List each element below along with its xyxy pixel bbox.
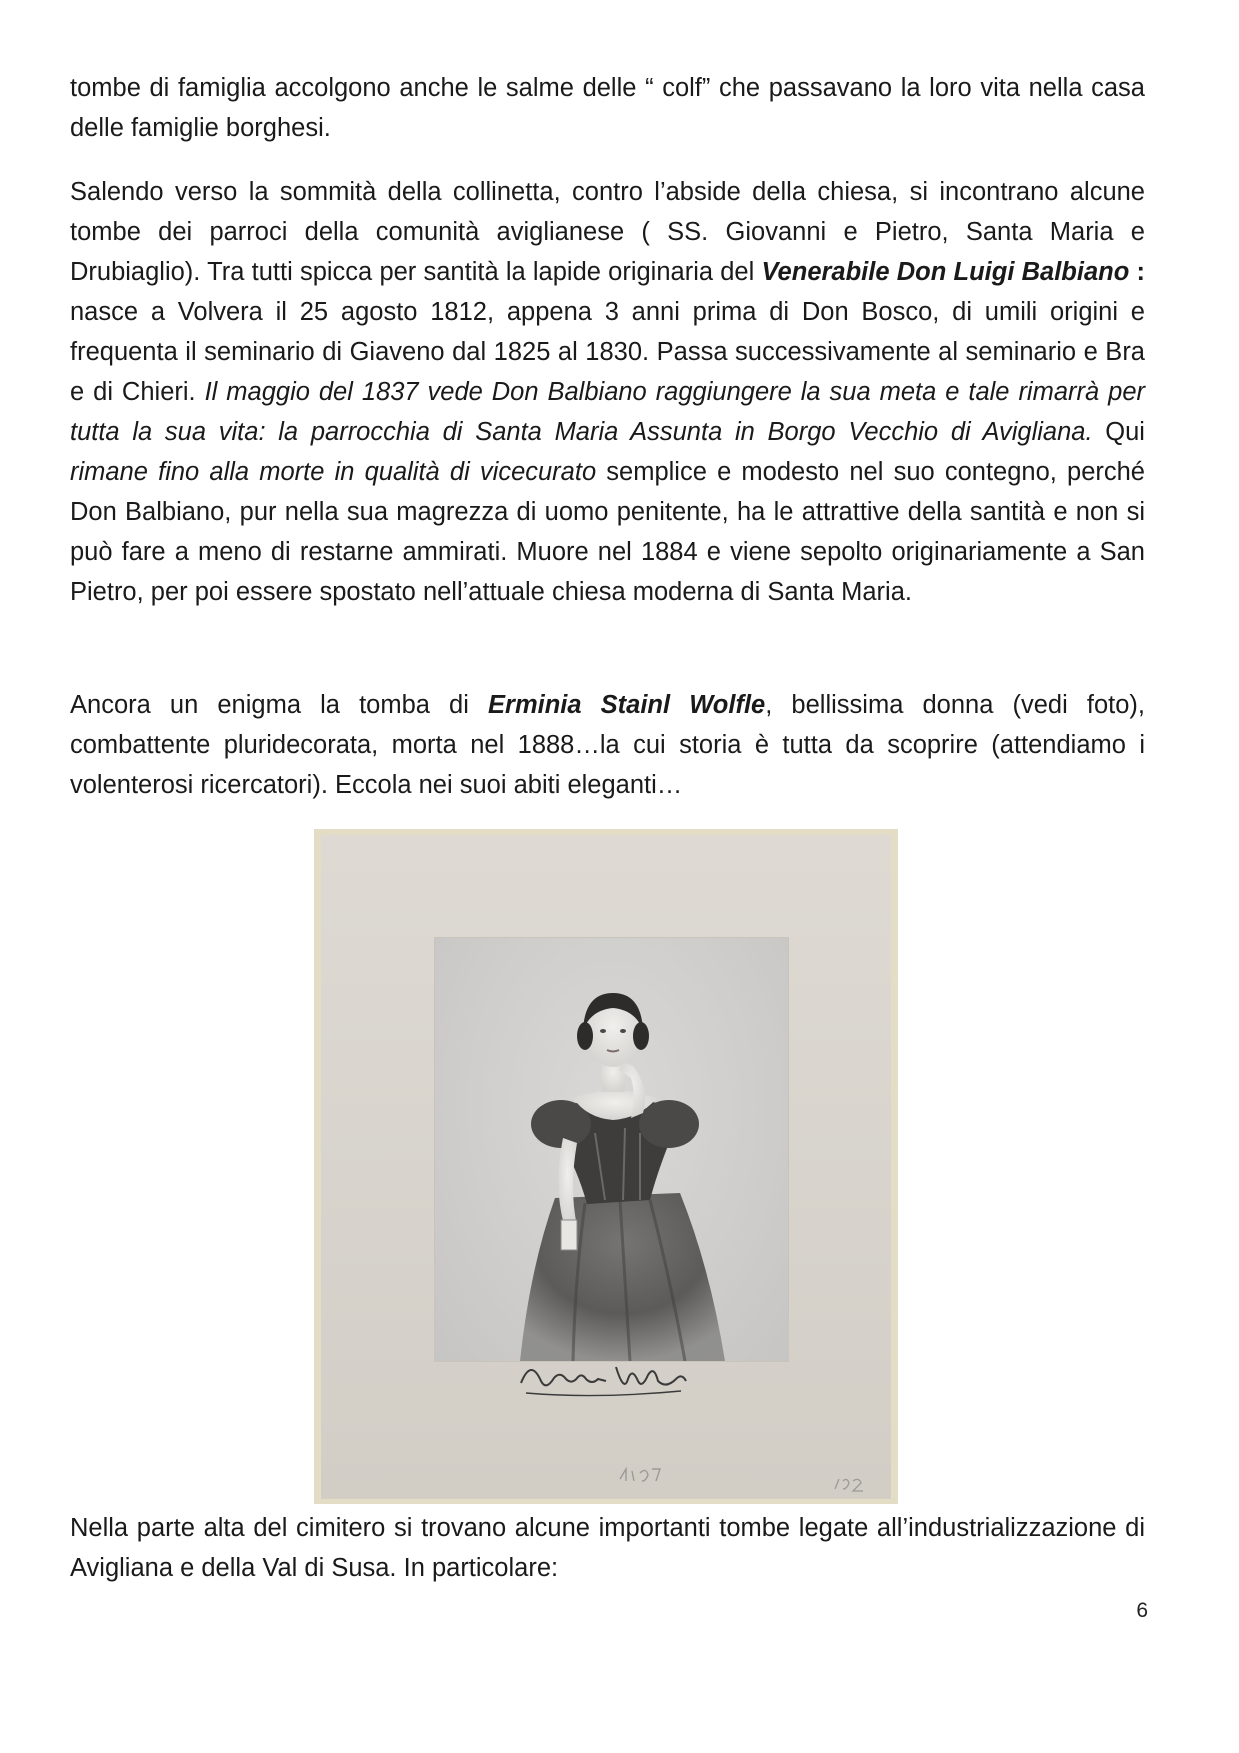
name-venerabile-don-luigi-balbiano: Venerabile Don Luigi Balbiano (761, 258, 1130, 286)
paragraph-text: Qui (1092, 418, 1145, 446)
italic-quote-maggio-1837: Il maggio del 1837 vede Don Balbiano raggiungere la sua meta e tale rimarrà per tutta la sua vita: la parrocchia di Santa Maria Assunta in Borgo Vecchio di Avigliana. (70, 378, 1145, 446)
handwritten-signature (516, 1353, 691, 1399)
portrait-photo (314, 829, 898, 1504)
woman-portrait-illustration (435, 938, 788, 1361)
paragraph-text: semplice e modesto nel suo contegno, perché Don Balbiano, pur nella sua magrezza di uomo penitente, ha le attrattive della santità e non si può fare a meno di restarne ammirati. Muore nel 1884 e viene sepolto originariamente a San Pietro, per poi essere spostato nell’attuale chiesa moderna di Santa Maria. (70, 458, 1145, 606)
name-erminia-stainl-wolfle: Erminia Stainl Wolfle (488, 691, 766, 719)
paragraph-text: , bellissima donna (vedi foto), combattente pluridecorata, morta nel 1888…la cui storia è tutta da scoprire (attendiamo i volenterosi ricercatori). Eccola nei suoi abiti eleganti… (70, 691, 1145, 799)
paragraph-text: : nasce a Volvera il 25 agosto 1812, appena 3 anni prima di Don Bosco, di umili origini e frequenta il seminario di Giaveno dal 1825 al 1830. Passa successivamente al seminario e Bra e di Chieri. (70, 258, 1146, 406)
photo-paper (321, 835, 891, 1499)
engraving-plate (435, 938, 788, 1361)
paragraph-colf (70, 68, 1145, 148)
paragraph-text: Ancora un enigma la tomba di (70, 691, 489, 719)
italic-quote-vicecurato: rimane fino alla morte in qualità di vicecurato (70, 458, 597, 486)
paragraph-text: Nella parte alta del cimitero si trovano alcune importanti tombe legate all’industrializzazione di Avigliana e della Val di Susa. In particolare: (70, 1514, 1145, 1582)
paragraph-erminia (70, 685, 1145, 805)
paragraph-industrializzazione (70, 1508, 1145, 1588)
pencil-number-mark (831, 1475, 865, 1493)
paragraph-text: Salendo verso la sommità della collinetta, contro l’abside della chiesa, si incontrano alcune tombe dei parroci della comunità aviglianese ( SS. Giovanni e Pietro, Santa Maria e Drubiaglio). Tra tutti spicca per santità la lapide originaria del (70, 178, 1145, 286)
pencil-inventory-mark (616, 1463, 666, 1485)
paragraph-text: tombe di famiglia accolgono anche le salme delle “ colf” che passavano la loro vita nella casa delle famiglie borghesi. (70, 74, 1145, 142)
paragraph-don-balbiano (70, 172, 1145, 612)
page-number: 6 (1136, 1599, 1148, 1622)
